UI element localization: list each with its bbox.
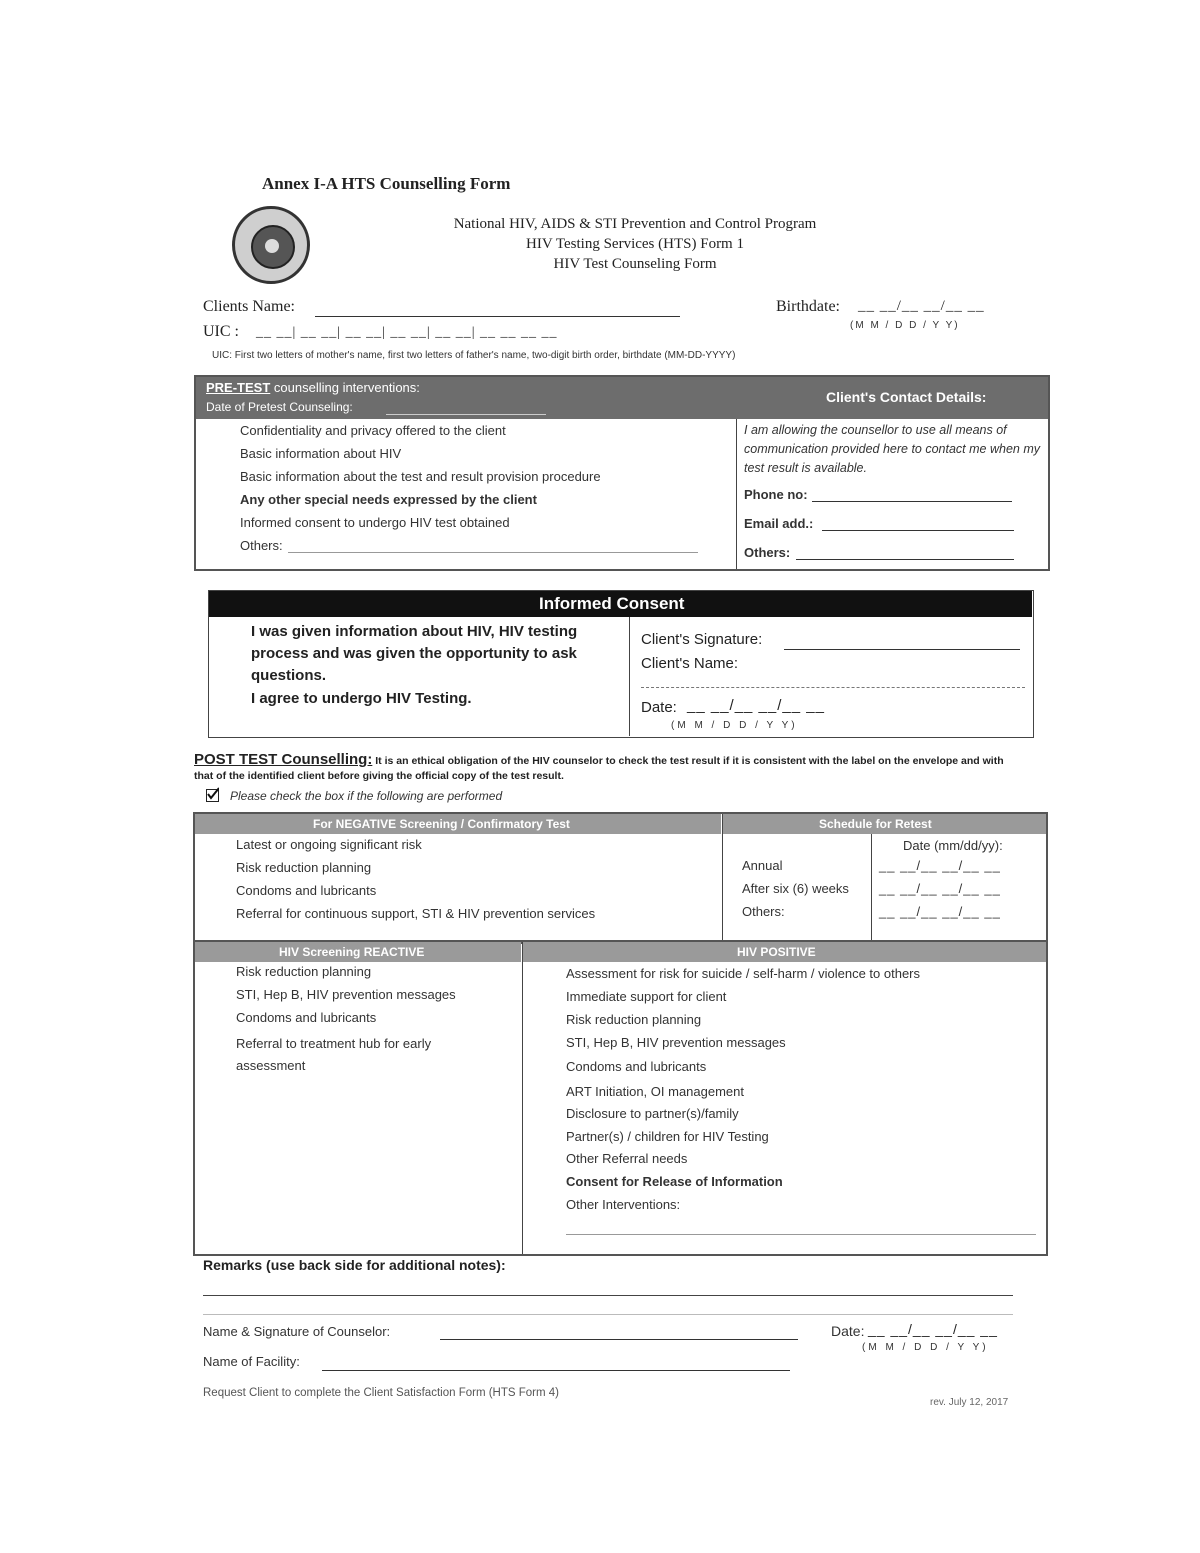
pretest-divider xyxy=(736,419,737,569)
reactive-item[interactable]: Referral to treatment hub for early xyxy=(236,1036,432,1051)
positive-header xyxy=(523,942,1046,962)
consent-header xyxy=(209,591,1032,617)
uic-label: UIC : xyxy=(203,323,239,340)
counselor-field[interactable] xyxy=(440,1339,798,1340)
negative-header xyxy=(195,814,721,834)
pretest-heading-rest: counselling interventions: xyxy=(270,380,420,395)
request-note: Request Client to complete the Client Satisfaction Form (HTS Form 4) xyxy=(203,1387,559,1399)
reactive-heading: HIV Screening REACTIVE xyxy=(279,945,425,959)
annex-title: Annex I-A HTS Counselling Form xyxy=(262,174,511,193)
facility-label: Name of Facility: xyxy=(203,1354,300,1369)
consent-date-label: Date: xyxy=(641,699,677,716)
positive-item[interactable]: Assessment for risk for suicide / self-harm / violence to others xyxy=(566,966,921,981)
footer-date-field[interactable]: __ __/__ __/__ __ xyxy=(868,1321,998,1337)
consent-section xyxy=(208,590,1034,738)
pretest-item[interactable]: Confidentiality and privacy offered to the client xyxy=(240,423,506,438)
posttest-block xyxy=(194,752,1020,784)
positive-item[interactable]: ART Initiation, OI management xyxy=(566,1084,745,1099)
retest-divider xyxy=(871,834,872,942)
reactive-item[interactable]: STI, Hep B, HIV prevention messages xyxy=(236,987,456,1002)
consent-agree: I agree to undergo HIV Testing. xyxy=(251,690,472,707)
client-signature-label: Client's Signature: xyxy=(641,631,763,648)
reactive-header xyxy=(195,942,521,962)
negative-item[interactable]: Condoms and lubricants xyxy=(236,883,377,898)
email-label: Email add.: xyxy=(744,516,814,531)
retest-row-label: Others: xyxy=(742,904,785,919)
consent-separator xyxy=(641,687,1025,688)
pretest-heading: PRE-TEST xyxy=(206,380,271,395)
pretest-others-field[interactable] xyxy=(288,552,698,553)
consent-divider xyxy=(629,617,630,736)
remarks-line-2[interactable] xyxy=(203,1314,1013,1315)
pretest-item[interactable]: Basic information about HIV xyxy=(240,446,402,461)
client-name-label: Clients Name: xyxy=(203,298,295,315)
form-header xyxy=(400,214,870,274)
header-line-1: National HIV, AIDS & STI Prevention and Control Program xyxy=(453,216,817,232)
posttest-note: It is an ethical obligation of the HIV counselor to check the test result if it is consistent with the label on the envelope and with that of the identified client before giving the official copy of the test result. xyxy=(194,755,1004,782)
pretest-item[interactable]: Basic information about the test and result provision procedure xyxy=(240,469,601,484)
client-name-field[interactable] xyxy=(315,316,680,317)
negative-item[interactable]: Referral for continuous support, STI & HIV prevention services xyxy=(236,906,596,921)
positive-item[interactable]: Risk reduction planning xyxy=(566,1012,702,1027)
retest-date-field[interactable]: __ __/__ __/__ __ xyxy=(879,858,1001,873)
consent-client-name-label: Client's Name: xyxy=(641,655,739,672)
positive-item[interactable]: Other Referral needs xyxy=(566,1151,688,1166)
retest-row-label: After six (6) weeks xyxy=(742,881,849,896)
consent-statement: I was given information about HIV, HIV testing process and was given the opportunity to ask questions. xyxy=(251,623,578,684)
contact-heading: Client's Contact Details: xyxy=(826,389,987,405)
positive-item[interactable]: Disclosure to partner(s)/family xyxy=(566,1106,739,1121)
reactive-divider xyxy=(522,942,523,1254)
retest-date-field[interactable]: __ __/__ __/__ __ xyxy=(879,904,1001,919)
footer-date-label: Date: xyxy=(831,1323,865,1339)
pretest-item-others[interactable]: Others: xyxy=(240,538,283,553)
revision-date: rev. July 12, 2017 xyxy=(930,1397,1009,1408)
consent-date-format: (M M / D D / Y Y) xyxy=(671,720,798,731)
client-signature-field[interactable] xyxy=(784,649,1020,650)
birthdate-field[interactable]: __ __/__ __/__ __ xyxy=(858,298,985,314)
positive-item[interactable]: Partner(s) / children for HIV Testing xyxy=(566,1129,769,1144)
posttest-heading: POST TEST Counselling: xyxy=(194,751,373,768)
reactive-item[interactable]: Risk reduction planning xyxy=(236,964,372,979)
negative-item[interactable]: Latest or ongoing significant risk xyxy=(236,837,422,852)
uic-field[interactable]: __ __| __ __| __ __| __ __| __ __| __ __ __ __ xyxy=(256,325,558,340)
reactive-positive-section xyxy=(193,940,1048,1256)
check-note: Please check the box if the following are performed xyxy=(230,789,503,803)
retest-row-label: Annual xyxy=(742,858,783,873)
facility-field[interactable] xyxy=(322,1370,790,1371)
positive-item[interactable]: Immediate support for client xyxy=(566,989,727,1004)
birthdate-format: (M M / D D / Y Y) xyxy=(850,320,960,331)
remarks-label: Remarks (use back side for additional notes): xyxy=(203,1257,506,1273)
checkbox-checked-icon xyxy=(206,789,219,802)
other-interventions-field[interactable] xyxy=(566,1234,1036,1235)
counselor-label: Name & Signature of Counselor: xyxy=(203,1324,391,1339)
positive-item[interactable]: STI, Hep B, HIV prevention messages xyxy=(566,1035,786,1050)
pretest-item[interactable]: Any other special needs expressed by the client xyxy=(240,492,537,507)
email-field[interactable] xyxy=(822,530,1014,531)
pretest-date-field[interactable] xyxy=(386,414,546,415)
pretest-section xyxy=(194,375,1050,571)
remarks-line-1[interactable] xyxy=(203,1295,1013,1296)
doh-seal-icon xyxy=(232,206,310,284)
retest-date-field[interactable]: __ __/__ __/__ __ xyxy=(879,881,1001,896)
uic-note: UIC: First two letters of mother's name, first two letters of father's name, two-digit birth order, birthdate (MM-DD-YYYY) xyxy=(212,350,736,361)
retest-header xyxy=(723,814,1046,834)
negative-divider xyxy=(722,814,723,942)
contact-others-label: Others: xyxy=(744,545,791,560)
pretest-item[interactable]: Informed consent to undergo HIV test obtained xyxy=(240,515,510,530)
positive-item[interactable]: Condoms and lubricants xyxy=(566,1059,707,1074)
negative-heading: For NEGATIVE Screening / Confirmatory Test xyxy=(313,817,570,831)
positive-item-others[interactable]: Other Interventions: xyxy=(566,1197,681,1212)
pretest-header xyxy=(196,377,736,419)
reactive-item-cont: assessment xyxy=(236,1058,306,1073)
header-line-3: HIV Test Counseling Form xyxy=(553,256,717,272)
retest-heading: Schedule for Retest xyxy=(819,817,932,831)
contact-others-field[interactable] xyxy=(796,559,1014,560)
contact-header xyxy=(736,377,1048,419)
birthdate-label: Birthdate: xyxy=(776,298,840,315)
header-line-2: HIV Testing Services (HTS) Form 1 xyxy=(526,236,744,252)
retest-date-header: Date (mm/dd/yy): xyxy=(903,838,1003,853)
consent-date-field[interactable]: __ __/__ __/__ __ xyxy=(687,697,825,714)
reactive-item[interactable]: Condoms and lubricants xyxy=(236,1010,377,1025)
consent-heading: Informed Consent xyxy=(539,594,685,613)
pretest-date-label: Date of Pretest Counseling: xyxy=(206,400,353,414)
footer-date-format: (M M / D D / Y Y) xyxy=(862,1342,989,1353)
phone-label: Phone no: xyxy=(744,487,808,502)
negative-item[interactable]: Risk reduction planning xyxy=(236,860,372,875)
negative-section xyxy=(193,812,1048,944)
phone-field[interactable] xyxy=(812,501,1012,502)
contact-statement: I am allowing the counsellor to use all means of communication provided here to contact me when my test result is available. xyxy=(744,423,1040,475)
positive-heading: HIV POSITIVE xyxy=(737,945,816,959)
positive-item[interactable]: Consent for Release of Information xyxy=(566,1174,783,1189)
